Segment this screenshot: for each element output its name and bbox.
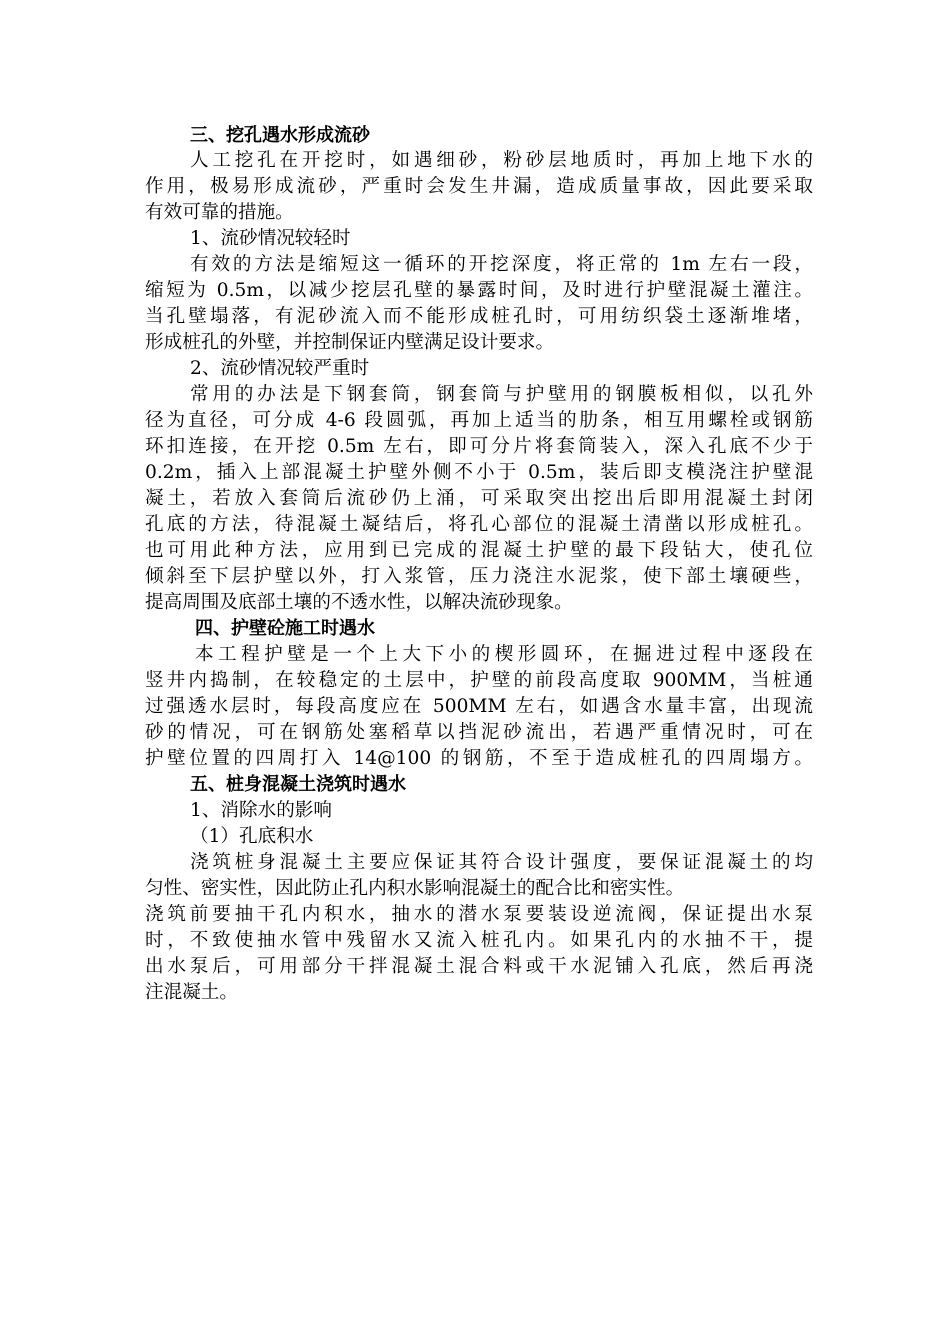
text-line: 径为直径，可分成 4-6 段圆弧，再加上适当的肋条，相互用螺栓或钢筋 — [145, 410, 813, 431]
subheading: 2、流砂情况较严重时 — [190, 358, 370, 379]
text-line: 0.2m，插入上部混凝土护壁外侧不小于 0.5m，装后即支模浇注护壁混 — [145, 462, 813, 483]
text-line: 砂的情况，可在钢筋处塞稻草以挡泥砂流出，若遇严重情况时，可在 — [145, 722, 813, 743]
text-line: 护壁位置的四周打入 14@100 的钢筋，不至于造成桩孔的四周塌方。 — [145, 748, 813, 769]
text-line: 提高周围及底部土壤的不透水性，以解决流砂现象。 — [145, 592, 573, 613]
text-line: 凝土，若放入套筒后流砂仍上涌，可采取突出挖出后即用混凝土封闭 — [145, 488, 813, 509]
text-line: 竖井内捣制，在较稳定的土层中，护壁的前段高度取 900MM，当桩通 — [145, 670, 813, 691]
text-line: 缩短为 0.5m，以减少挖层孔壁的暴露时间，及时进行护壁混凝土灌注。 — [145, 280, 813, 301]
text-line: 倾斜至下层护壁以外，打入浆管，压力浇注水泥浆，使下部土壤硬些， — [145, 566, 813, 587]
text-line: 当孔壁塌落，有泥砂流入而不能形成桩孔时，可用纺织袋土逐渐堆堵， — [145, 306, 813, 327]
text-line: 本工程护壁是一个上大下小的楔形圆环，在掘进过程中逐段在 — [195, 644, 813, 665]
section-heading: 四、护壁砼施工时遇水 — [195, 618, 375, 639]
subheading: 1、消除水的影响 — [190, 800, 332, 821]
text-line: 形成桩孔的外壁，并控制保证内壁满足设计要求。 — [145, 332, 555, 353]
text-line: 出水泵后，可用部分干拌混凝土混合料或干水泥铺入孔底，然后再浇 — [145, 956, 813, 977]
text-line: 匀性、密实性，因此防止孔内积水影响混凝土的配合比和密实性。 — [145, 878, 685, 899]
text-line: 环扣连接，在开挖 0.5m 左右，即可分片将套筒装入，深入孔底不少于 — [145, 436, 813, 457]
text-line: 有效可靠的措施。 — [145, 202, 294, 223]
subheading: 1、流砂情况较轻时 — [190, 228, 351, 249]
text-line: 浇筑桩身混凝土主要应保证其符合设计强度，要保证混凝土的均 — [190, 852, 813, 873]
text-line: 也可用此种方法，应用到已完成的混凝土护壁的最下段钻大，使孔位 — [145, 540, 813, 561]
text-line: 时，不致使抽水管中残留水又流入桩孔内。如果孔内的水抽不干，提 — [145, 930, 813, 951]
text-line: 人工挖孔在开挖时，如遇细砂，粉砂层地质时，再加上地下水的 — [190, 150, 813, 171]
subheading: （1）孔底积水 — [190, 826, 314, 847]
section-heading: 五、桩身混凝土浇筑时遇水 — [190, 774, 406, 795]
section-heading: 三、挖孔遇水形成流砂 — [190, 125, 370, 146]
text-line: 有效的方法是缩短这一循环的开挖深度，将正常的 1m 左右一段， — [190, 254, 813, 275]
text-line: 常用的办法是下钢套筒，钢套筒与护壁用的钢膜板相似，以孔外 — [190, 384, 813, 405]
text-line: 作用，极易形成流砂，严重时会发生井漏，造成质量事故，因此要采取 — [145, 176, 813, 197]
text-line: 浇筑前要抽干孔内积水，抽水的潜水泵要装设逆流阀，保证提出水泵 — [145, 904, 813, 925]
text-line: 注混凝土。 — [145, 982, 238, 1003]
text-line: 过强透水层时，每段高度应在 500MM 左右，如遇含水量丰富，出现流 — [145, 696, 813, 717]
text-line: 孔底的方法，待混凝土凝结后，将孔心部位的混凝土清凿以形成桩孔。 — [145, 514, 813, 535]
